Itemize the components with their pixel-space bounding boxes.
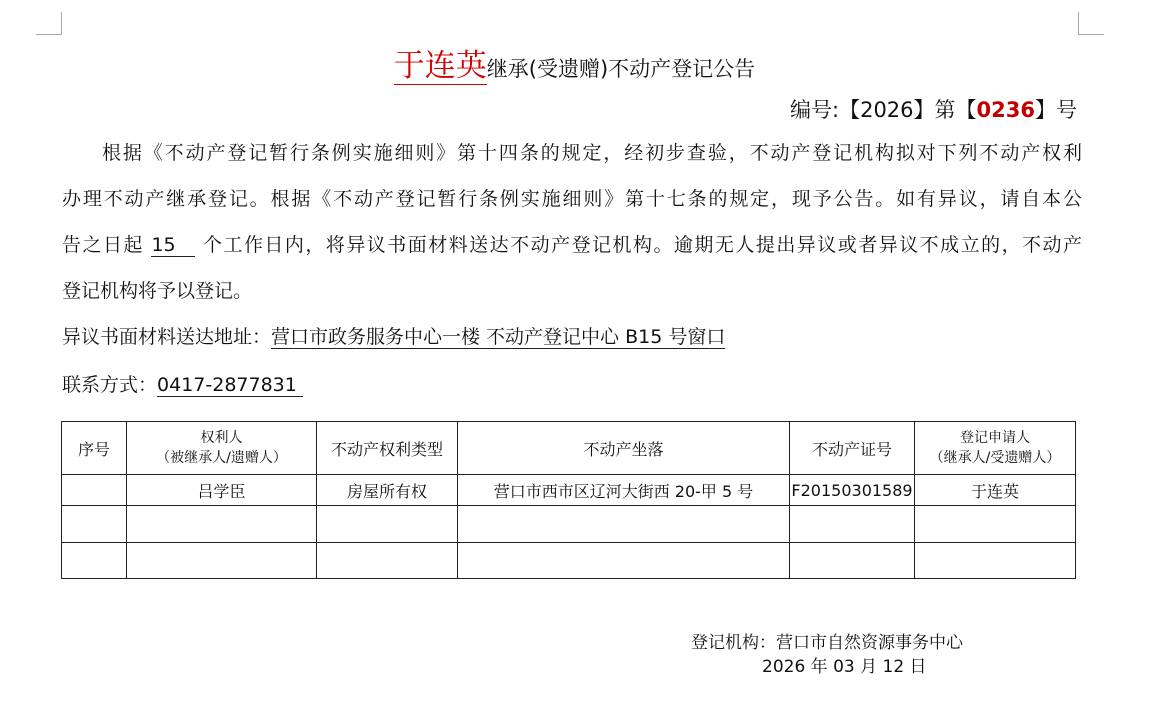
document-number — [790, 94, 1077, 124]
registration-org: 登记机构：营口市自然资源事务中心 — [691, 633, 963, 653]
notice-date: 2026 年 03 月 12 日 — [762, 657, 927, 677]
header-location: 不动产坐落 — [458, 422, 790, 475]
cell-right-type: 房屋所有权 — [317, 475, 458, 506]
body-line-1: 根据《不动产登记暂行条例实施细则》第十四条的规定，经初步查验，不动产登记机构拟对下列不动产权利 — [102, 142, 1082, 164]
cell-cert-no — [790, 543, 915, 579]
table-row — [62, 543, 1076, 579]
header-obligee-title: 权利人 — [200, 430, 243, 446]
cell-applicant — [915, 506, 1076, 543]
cell-obligee — [127, 543, 317, 579]
body-line-4: 登记机构将予以登记。 — [62, 280, 253, 302]
doc-number-prefix: 编号:【2026】第【 — [790, 98, 977, 122]
body-line-3-before: 告之日起 — [62, 234, 144, 256]
address-label: 异议书面材料送达地址： — [62, 326, 272, 348]
title-person-name: 于连英 — [393, 48, 487, 84]
cell-applicant: 于连英 — [915, 475, 1076, 506]
header-applicant — [915, 422, 1076, 475]
header-right-type: 不动产权利类型 — [317, 422, 458, 475]
cell-location — [458, 543, 790, 579]
title-text: 继承(受遗赠)不动产登记公告 — [486, 57, 756, 81]
header-applicant-title: 登记申请人 — [960, 430, 1030, 446]
doc-number-suffix: 】号 — [1035, 98, 1077, 122]
page-corner-mark-top-left — [36, 12, 62, 35]
objection-address — [62, 322, 725, 349]
cell-seq — [62, 543, 127, 579]
registration-table — [61, 421, 1076, 579]
notice-title — [0, 40, 1149, 85]
cell-obligee — [127, 506, 317, 543]
cell-seq — [62, 475, 127, 506]
notice-body — [62, 130, 1082, 314]
table-row — [62, 475, 1076, 506]
body-line-3-after: 个工作日内，将异议书面材料送达不动产登记机构。逾期无人提出异议或者异议不成立的，不动产 — [202, 234, 1083, 256]
body-line-2: 办理不动产继承登记。根据《不动产登记暂行条例实施细则》第十七条的规定，现予公告。如有异议，请自本公 — [62, 188, 1082, 210]
cell-seq — [62, 506, 127, 543]
contact-phone: 0417-2877831 — [157, 374, 303, 397]
page-corner-mark-top-right — [1078, 12, 1104, 35]
header-obligee-sub: （被继承人/遗赠人） — [156, 450, 287, 466]
doc-number-value: 0236 — [976, 98, 1035, 122]
cell-applicant — [915, 543, 1076, 579]
body-line-3 — [62, 222, 1082, 268]
cell-right-type — [317, 543, 458, 579]
cell-right-type — [317, 506, 458, 543]
cell-location: 营口市西市区辽河大街西 20-甲 5 号 — [458, 475, 790, 506]
cell-cert-no — [790, 506, 915, 543]
table-row — [62, 506, 1076, 543]
header-seq: 序号 — [62, 422, 127, 475]
header-applicant-sub: （继承人/受遗赠人） — [929, 450, 1061, 466]
cell-obligee: 吕学臣 — [127, 475, 317, 506]
contact-info — [62, 370, 303, 397]
table-header-row — [62, 422, 1076, 475]
cell-location — [458, 506, 790, 543]
address-value: 营口市政务服务中心一楼 不动产登记中心 B15 号窗口 — [271, 326, 726, 348]
objection-days: 15 — [151, 234, 195, 257]
header-cert-no: 不动产证号 — [790, 422, 915, 475]
header-obligee — [127, 422, 317, 475]
cell-cert-no: F20150301589 — [790, 475, 915, 506]
contact-label: 联系方式： — [62, 374, 158, 396]
